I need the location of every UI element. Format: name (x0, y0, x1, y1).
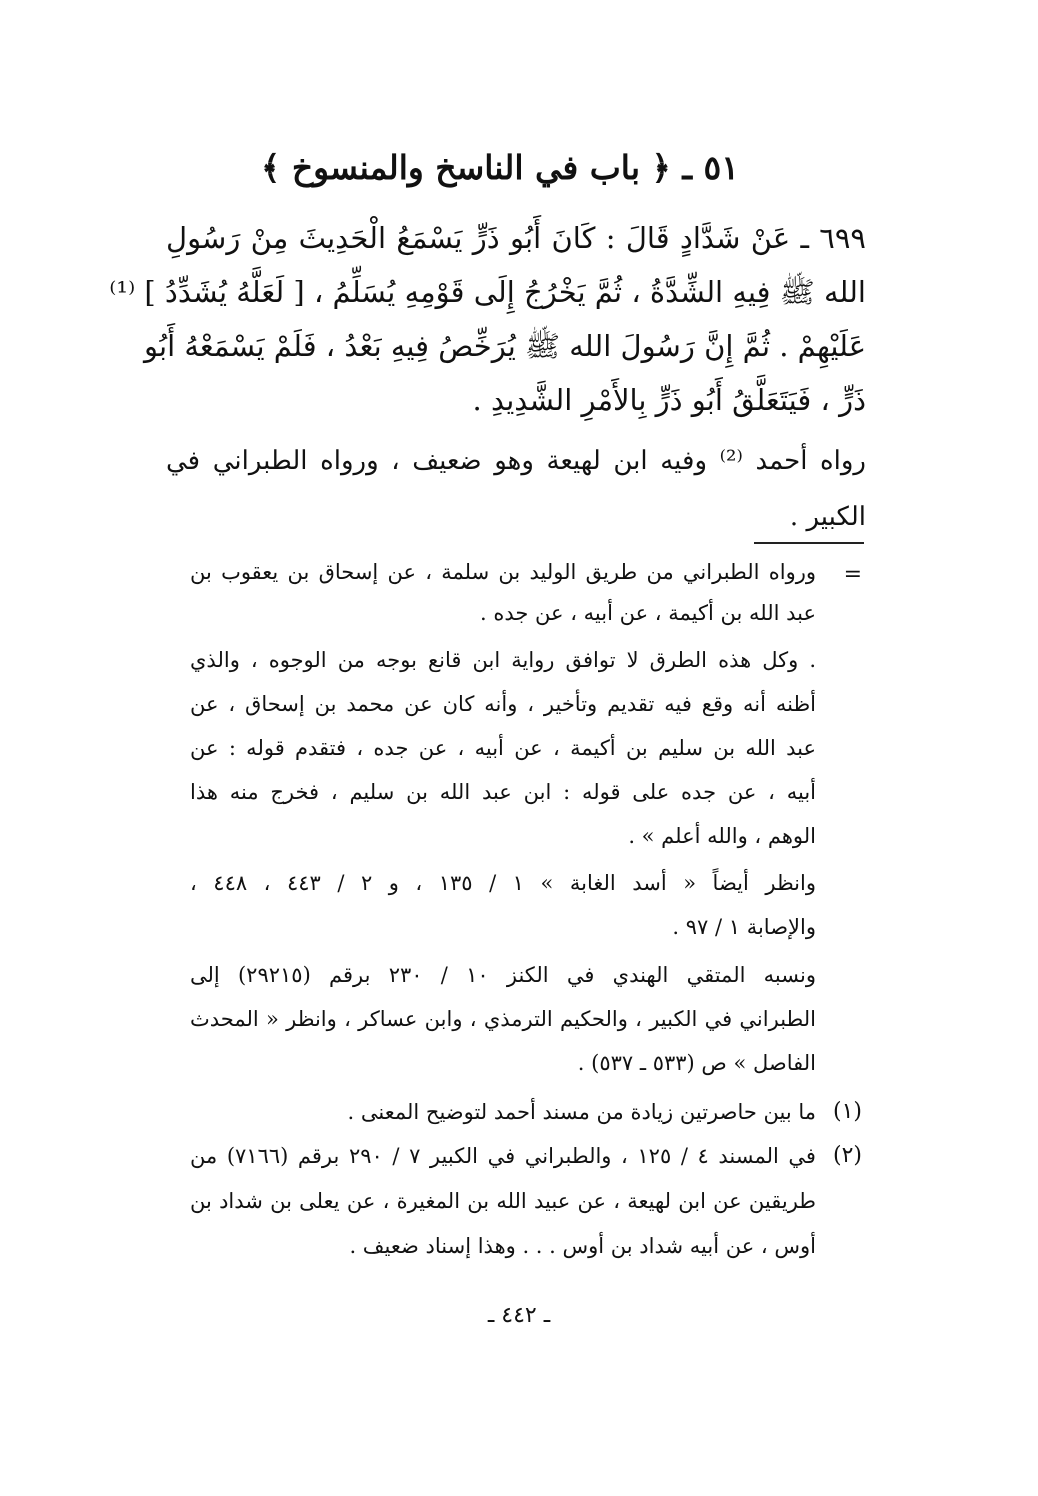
footnote-line: ورواه الطبراني من طريق الوليد بن سلمة ، عن إسحاق بن يعقوب بن (190, 560, 816, 584)
footnote-separator (754, 542, 864, 544)
footnote-line: الفاصل » ص (٥٣٣ ـ ٥٣٧) . (577, 1051, 816, 1075)
page-number: ـ ٤٤٢ ـ (487, 1303, 551, 1328)
footnote-line: ونسبه المتقي الهندي في الكنز ١٠ / ٢٣٠ برقم (٢٩٢١٥) إلى (190, 963, 816, 987)
footnote-line: الطبراني في الكبير ، والحكيم الترمذي ، وابن عساكر ، وانظر « المحدث (190, 1007, 816, 1031)
footnote-1-text: ما بين حاصرتين زيادة من مسند أحمد لتوضيح المعنى . (347, 1100, 816, 1124)
footnote-line: وانظر أيضاً « أسد الغابة » ١ / ١٣٥ ، و ٢ / ٤٤٣ ، ٤٤٨ ، (190, 871, 816, 895)
footnote-line: والإصابة ١ / ٩٧ . (672, 915, 816, 939)
hadith-line: الله ﷺ فِيهِ الشِّدَّةُ ، ثُمَّ يَخْرُجُ إِلَى قَوْمِهِ يُسَلِّمُ ، [ لَعَلَّهُ يُشَدِّدُ ] ⁽¹⁾ (109, 275, 866, 309)
hadith-line: عَلَيْهِمْ . ثُمَّ إِنَّ رَسُولَ الله ﷺ يُرَخِّصُ فِيهِ بَعْدُ ، فَلَمْ يَسْمَعْهُ أَبُو (144, 329, 866, 363)
source-line: الكبير . (789, 502, 866, 532)
footnote-line: عبد الله بن أكيمة ، عن أبيه ، عن جده . (479, 601, 816, 625)
continuation-marker: = (843, 562, 862, 587)
hadith-line: ٦٩٩ ـ عَنْ شَدَّادٍ قَالَ : كَانَ أَبُو ذَرٍّ يَسْمَعُ الْحَدِيثَ مِنْ رَسُولِ (166, 221, 866, 255)
source-line: رواه أحمد ⁽²⁾ وفيه ابن لهيعة وهو ضعيف ، ورواه الطبراني في (166, 446, 866, 476)
footnote-line: . وكل هذه الطرق لا توافق رواية ابن قانع بوجه من الوجوه ، والذي (190, 648, 816, 672)
footnote-line: أبيه ، عن جده على قوله : ابن عبد الله بن سليم ، فخرج منه هذا (190, 780, 816, 804)
footnote-1-marker: (١) (832, 1099, 862, 1124)
footnote-2-line: طريقين عن ابن لهيعة ، عن عبيد الله بن المغيرة ، عن يعلى بن شداد بن (190, 1189, 816, 1213)
footnote-2-line: في المسند ٤ / ١٢٥ ، والطبراني في الكبير ٧ / ٢٩٠ برقم (٧١٦٦) من (190, 1144, 816, 1168)
footnote-2-line: أوس ، عن أبيه شداد بن أوس . . . وهذا إسناد ضعيف . (349, 1234, 816, 1258)
footnote-2-marker: (٢) (832, 1143, 862, 1168)
footnote-line: الوهم ، والله أعلم » . (628, 824, 816, 848)
footnote-line: عبد الله بن سليم بن أكيمة ، عن أبيه ، عن جده ، فتقدم قوله : عن (190, 736, 816, 760)
chapter-title: ٥١ ـ ﴿ باب في الناسخ والمنسوخ ﴾ (261, 148, 739, 187)
hadith-line: ذَرٍّ ، فَيَتَعَلَّقُ أَبُو ذَرٍّ بِالأَمْرِ الشَّدِيدِ . (472, 383, 866, 417)
footnote-line: أظنه أنه وقع فيه تقديم وتأخير ، وأنه كان عن محمد بن إسحاق ، عن (190, 692, 816, 716)
